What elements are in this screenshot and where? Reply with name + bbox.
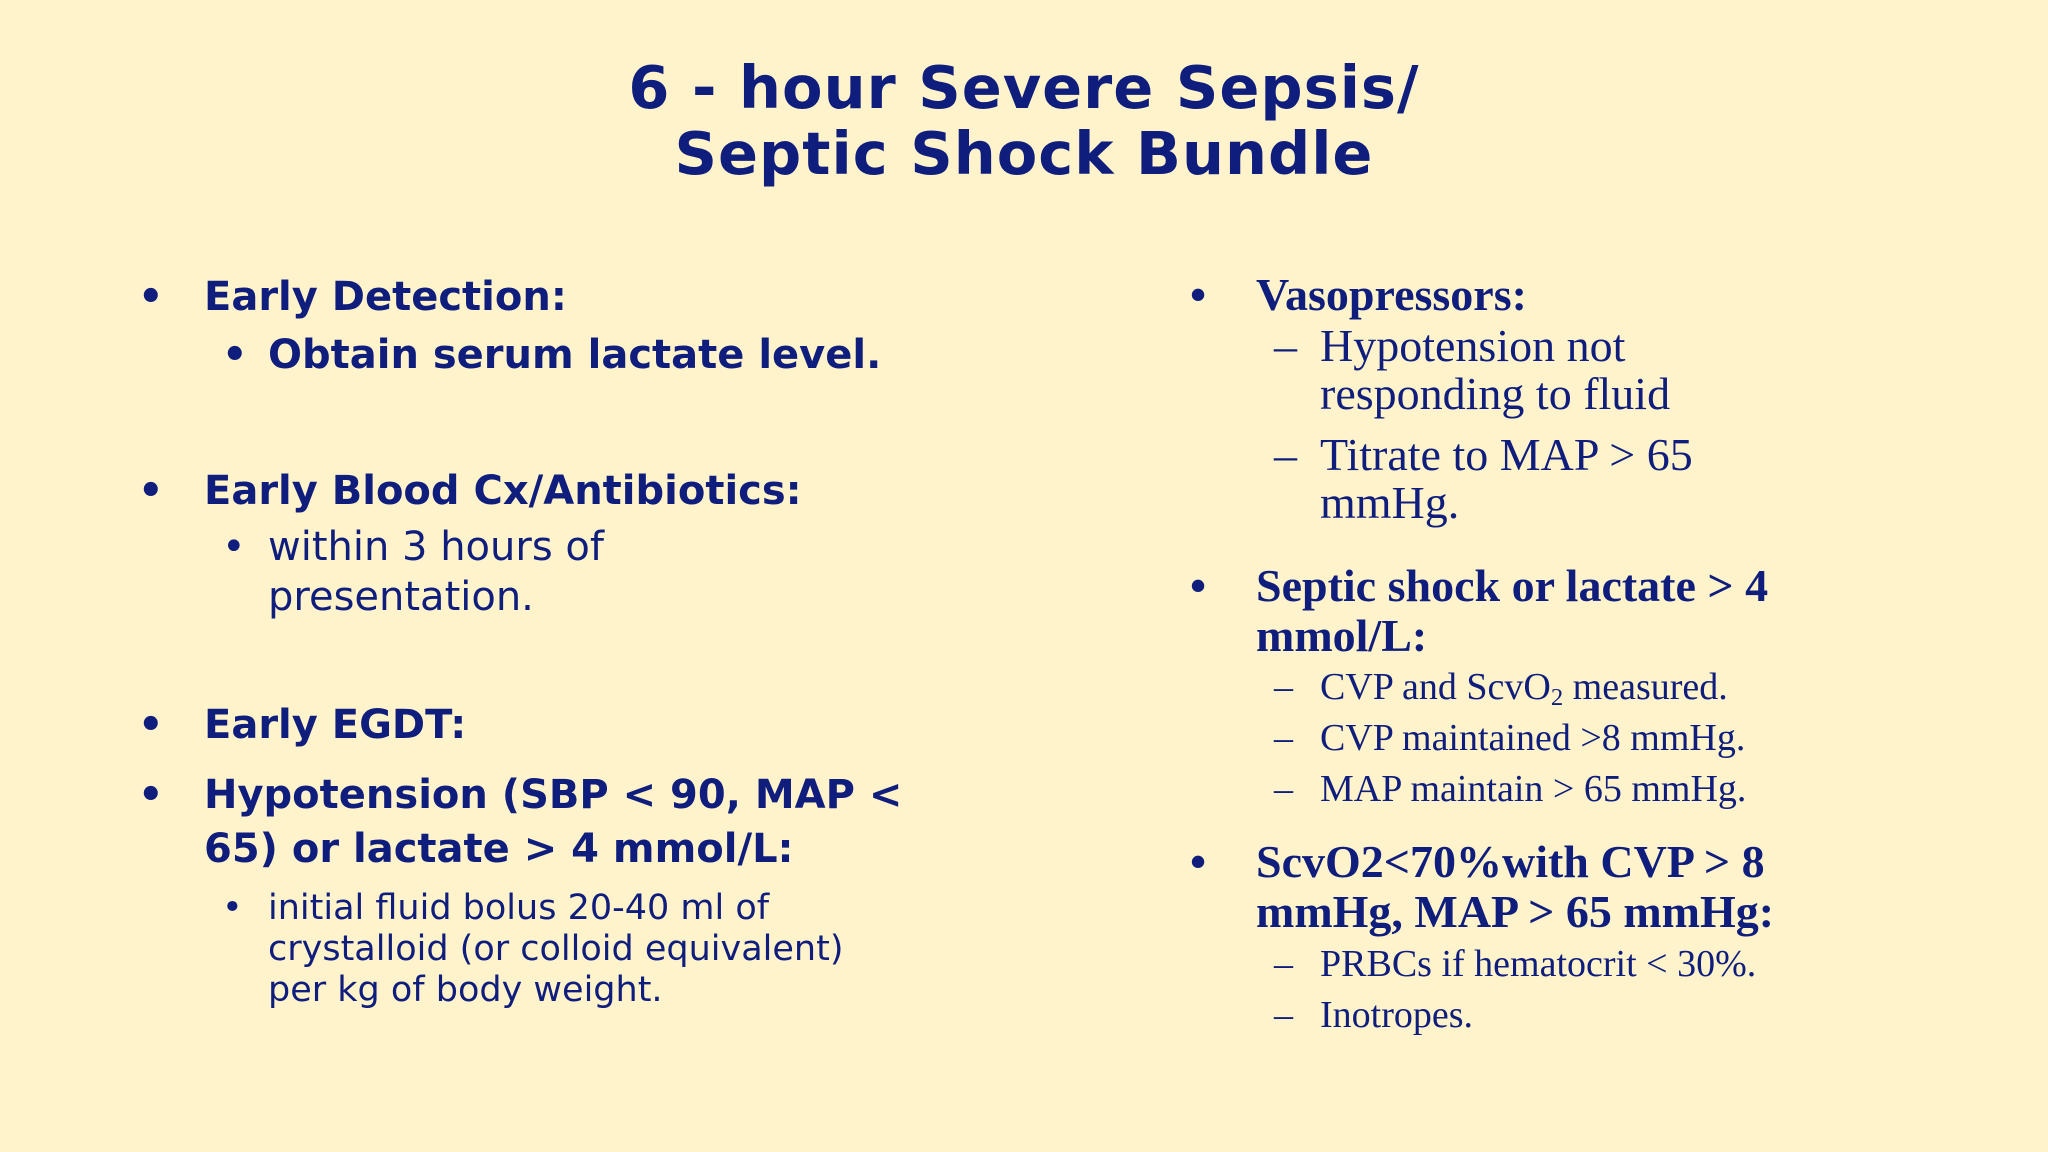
right-column — [1190, 270, 2010, 1041]
early-detection-label: Early Detection: — [204, 274, 567, 320]
hypo-line-2: responding to fluid — [1320, 368, 1671, 419]
title-line-2: Septic Shock Bundle — [674, 119, 1374, 188]
obtain-lactate-text: Obtain serum lactate level. — [268, 332, 882, 378]
bullet-glyph: • — [1190, 836, 1207, 887]
within-line-1: within 3 hours of — [268, 524, 604, 570]
bullet-early-blood — [138, 464, 958, 518]
cvp-measured-text-b: measured. — [1563, 666, 1728, 708]
bullet-glyph: • — [222, 332, 248, 378]
dash-cvp-measured — [1190, 662, 2010, 713]
bullet-glyph: • — [138, 702, 164, 748]
bullet-early-egdt — [138, 698, 958, 752]
dash-titrate-map — [1190, 431, 2010, 527]
bullet-glyph: • — [138, 274, 164, 320]
dash-inotropes — [1190, 990, 2010, 1041]
cvp-maintained-text: CVP maintained >8 mmHg. — [1320, 717, 1746, 759]
slide-title — [0, 55, 2048, 187]
septic-line-1: Septic shock or lactate > 4 — [1256, 560, 1769, 611]
titrate-line-1: Titrate to MAP > 65 — [1320, 429, 1693, 480]
bullet-glyph: • — [1190, 269, 1207, 320]
sub-obtain-lactate — [138, 328, 958, 382]
bullet-septic-shock — [1190, 561, 2010, 661]
titrate-line-2: mmHg. — [1320, 477, 1460, 528]
bullet-early-detection — [138, 270, 958, 324]
dash-cvp-maintained — [1190, 713, 2010, 764]
hypo-line-1: Hypotension not — [1320, 320, 1626, 371]
early-blood-label: Early Blood Cx/Antibiotics: — [204, 468, 802, 514]
scvo2-line-1: ScvO2<70%with CVP > 8 — [1256, 836, 1765, 887]
scvo2-line-2: mmHg, MAP > 65 mmHg: — [1256, 886, 1775, 937]
hypotension-line-2: 65) or lactate > 4 mmol/L: — [204, 826, 794, 872]
bullet-glyph: • — [1190, 560, 1207, 611]
bullet-glyph: • — [138, 772, 164, 818]
dash-glyph: – — [1274, 994, 1293, 1036]
sub-initial-fluid — [138, 888, 958, 1011]
dash-map-maintain — [1190, 764, 2010, 815]
dash-glyph: – — [1274, 717, 1293, 759]
fluid-line-3: per kg of body weight. — [268, 970, 663, 1010]
dash-glyph: – — [1274, 768, 1293, 810]
septic-line-2: mmol/L: — [1256, 610, 1428, 661]
bullet-glyph: • — [222, 888, 243, 928]
dash-glyph: – — [1274, 429, 1297, 480]
within-line-2: presentation. — [268, 574, 534, 620]
map-maintain-text: MAP maintain > 65 mmHg. — [1320, 768, 1747, 810]
hypotension-line-1: Hypotension (SBP < 90, MAP < — [204, 772, 903, 818]
dash-glyph: – — [1274, 320, 1297, 371]
vasopressors-label: Vasopressors: — [1256, 269, 1527, 320]
dash-glyph: – — [1274, 666, 1293, 708]
bullet-vasopressors — [1190, 270, 2010, 320]
cvp-measured-subscript: 2 — [1550, 684, 1564, 712]
dash-hypotension-not-responding — [1190, 322, 2010, 418]
early-egdt-label: Early EGDT: — [204, 702, 467, 748]
fluid-line-2: crystalloid (or colloid equivalent) — [268, 929, 844, 969]
dash-glyph: – — [1274, 943, 1293, 985]
inotropes-text: Inotropes. — [1320, 994, 1474, 1036]
bullet-glyph: • — [138, 468, 164, 514]
bullet-hypotension — [138, 768, 958, 876]
bullet-glyph: • — [222, 524, 246, 570]
sub-within-3-hours — [138, 522, 958, 622]
cvp-measured-text-a: CVP and ScvO — [1320, 666, 1551, 708]
dash-prbcs — [1190, 939, 2010, 990]
left-column — [138, 270, 958, 1011]
fluid-line-1: initial fluid bolus 20-40 ml of — [268, 888, 770, 928]
title-line-1: 6 - hour Severe Sepsis/ — [628, 53, 1420, 122]
prbcs-text: PRBCs if hematocrit < 30%. — [1320, 943, 1757, 985]
bullet-scvo2 — [1190, 837, 2010, 937]
